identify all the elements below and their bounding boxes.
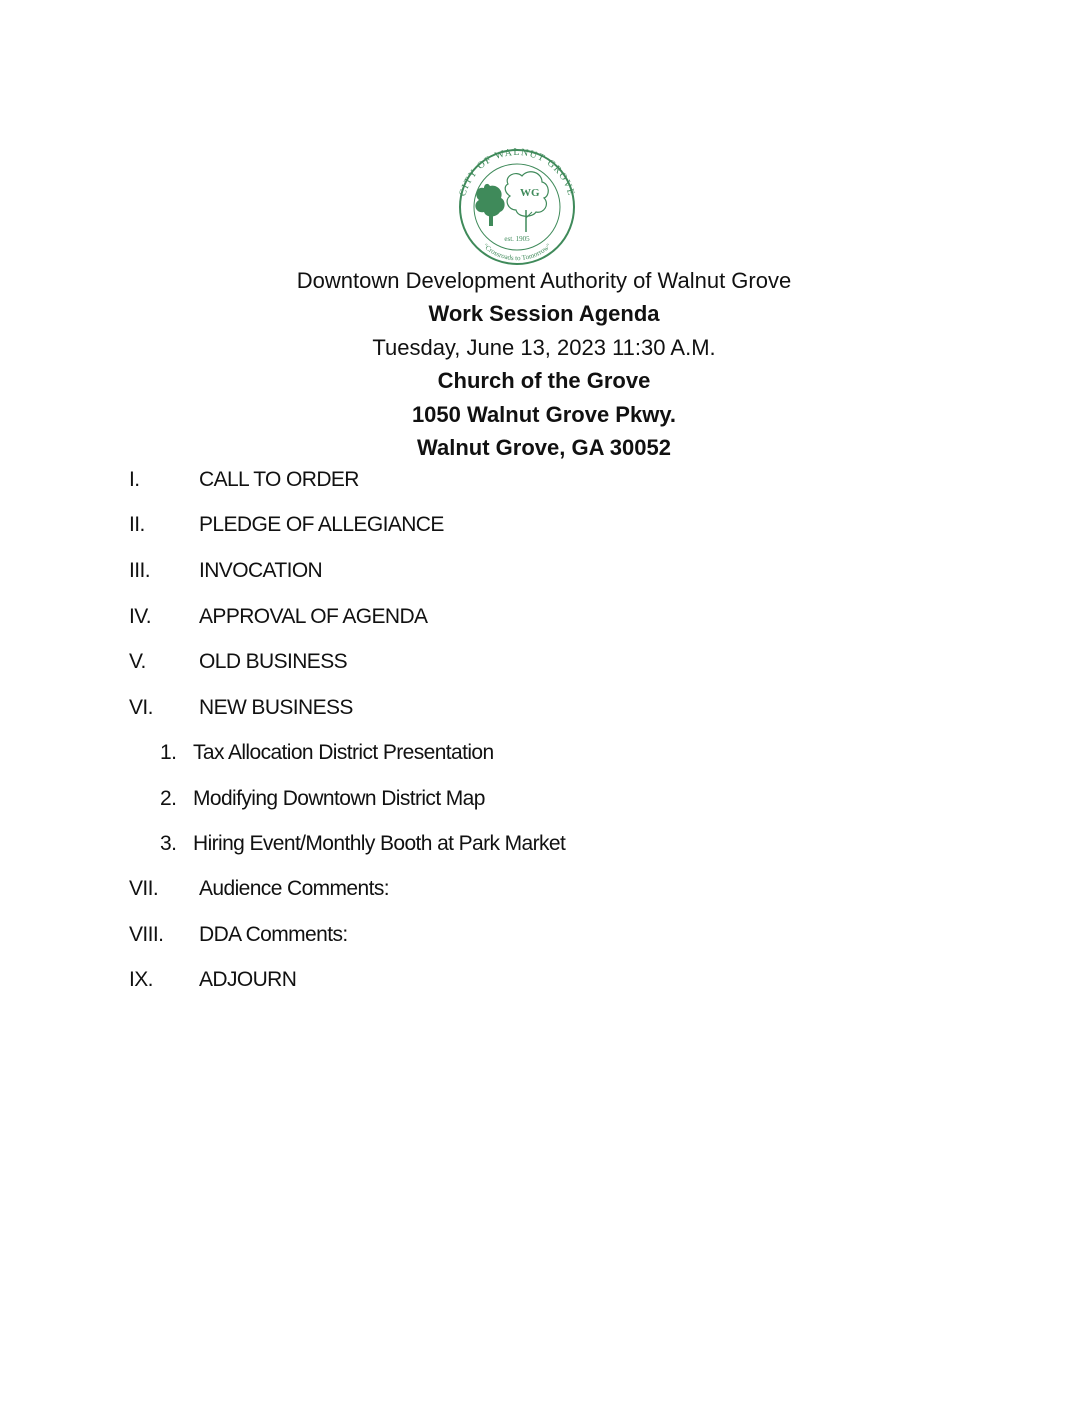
new-business-item-label: Modifying Downtown District Map [193, 787, 485, 810]
svg-text:WG: WG [520, 187, 540, 199]
agenda-item-number: IX. [129, 968, 153, 991]
svg-text:CITY OF WALNUT GROVE: CITY OF WALNUT GROVE [457, 148, 577, 198]
agenda-item-label: NEW BUSINESS [199, 696, 353, 719]
agenda-item-number: VII. [129, 877, 159, 900]
new-business-item-number: 3. [160, 832, 177, 855]
venue-street: 1050 Walnut Grove Pkwy. [411, 402, 677, 427]
agenda-item-number: VIII. [129, 923, 164, 946]
organization-name: Downtown Development Authority of Walnut Grove [296, 268, 792, 293]
venue-city: Walnut Grove, GA 30052 [417, 435, 671, 460]
agenda-item-label: CALL TO ORDER [199, 468, 359, 491]
agenda-item-label: INVOCATION [199, 559, 323, 582]
new-business-item-number: 1. [160, 741, 177, 764]
agenda-item-label: APPROVAL OF AGENDA [199, 605, 428, 628]
meeting-venue: Church of the Grove [437, 368, 651, 393]
meeting-datetime: Tuesday, June 13, 2023 11:30 A.M. [372, 335, 716, 360]
new-business-item-label: Tax Allocation District Presentation [193, 741, 494, 764]
agenda-item-number: III. [129, 559, 150, 582]
agenda-item-number: IV. [129, 605, 151, 628]
agenda-item-number: I. [129, 468, 140, 491]
agenda-item-number: V. [129, 650, 146, 673]
city-seal-logo [446, 148, 588, 266]
agenda-item-label: PLEDGE OF ALLEGIANCE [199, 513, 444, 536]
new-business-item-label: Hiring Event/Monthly Booth at Park Market [193, 832, 566, 855]
agenda-item-number: VI. [129, 696, 153, 719]
meeting-type: Work Session Agenda [428, 301, 660, 326]
svg-text:est. 1905: est. 1905 [504, 235, 530, 243]
new-business-item-number: 2. [160, 787, 177, 810]
agenda-item-label: OLD BUSINESS [199, 650, 348, 673]
svg-text:"Crossroads to Tomorrow": "Crossroads to Tomorrow" [481, 242, 553, 263]
agenda-item-label: Audience Comments: [199, 877, 389, 900]
agenda-item-label: ADJOURN [199, 968, 297, 991]
agenda-item-number: II. [129, 513, 145, 536]
agenda-item-label: DDA Comments: [199, 923, 348, 946]
